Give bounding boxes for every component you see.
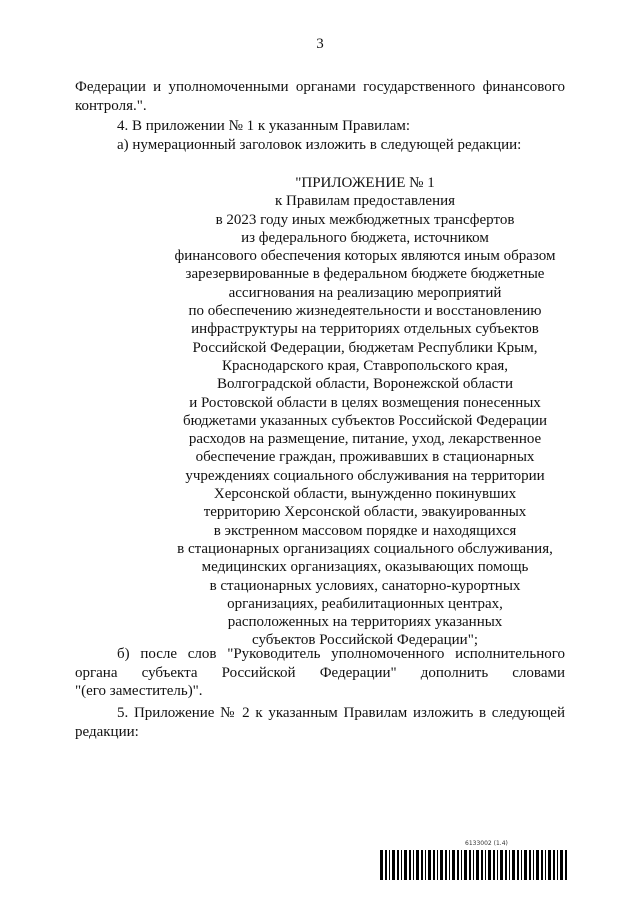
paragraph-line: б) после слов "Руководитель уполномоченного исполнительного [117,646,565,662]
document-barcode [380,840,568,880]
appendix-heading-line: в стационарных организациях социального обслуживания, [177,540,553,557]
appendix-heading-line: в стационарных условиях, санаторно-курортных [209,577,521,594]
page-number: 3 [316,36,324,52]
appendix-heading-line: субъектов Российской Федерации"; [251,632,479,649]
appendix-heading-line: и Ростовской области в целях возмещения понесенных [189,394,541,411]
appendix-heading-line: инфраструктуры на территориях отдельных субъектов [191,321,539,338]
appendix-heading-line: по обеспечению жизнедеятельности и восстановлению [188,303,542,320]
paragraph-line: 5. Приложение № 2 к указанным Правилам изложить в следующей [117,705,565,721]
paragraph-line: органа субъекта Российской Федерации" дополнить словами [75,664,565,681]
appendix-heading-line: Херсонской области, вынужденно покинувших [213,486,517,503]
appendix-heading-line: "ПРИЛОЖЕНИЕ № 1 [295,175,435,191]
appendix-heading-line: финансового обеспечения которых являются иным образом [174,248,556,265]
appendix-heading-line: Волгоградской области, Воронежской области [216,376,513,393]
item-4-paragraph: 4. В приложении № 1 к указанным Правилам: [117,118,411,134]
paragraph-continuation [75,78,565,115]
appendix-heading-line: Краснодарского края, Ставропольского края, [221,357,508,374]
appendix-heading-block [160,174,570,650]
appendix-heading-line: к Правилам предоставления [274,193,456,210]
appendix-heading-line: расположенных на территориях указанных [227,614,503,631]
appendix-heading-line: медицинских организациях, оказывающих помощь [201,559,529,576]
paragraph-line: "(его заместитель)". [75,683,203,700]
paragraph-line: контроля.". [75,97,147,114]
appendix-heading-line: бюджетами указанных субъектов Российской Федерации [182,412,548,429]
appendix-heading-line: из федерального бюджета, источником [241,229,489,246]
appendix-heading-line: расходов на размещение, питание, уход, лекарственное [188,431,542,448]
appendix-heading-line: учреждениях социального обслуживания на территории [185,467,545,484]
appendix-heading-line: ассигнования на реализацию мероприятий [228,284,502,301]
appendix-heading-line: в экстренном массовом порядке и находящихся [213,522,517,539]
item-5-paragraph [75,704,565,741]
paragraph-line: Федерации и уполномоченными органами государственного финансового [75,79,565,95]
barcode-icon [380,850,568,880]
appendix-heading-line: организациях, реабилитационных центрах, [227,595,503,612]
appendix-heading-line: зарезервированные в федеральном бюджете бюджетные [185,266,545,283]
item-b-paragraph [75,645,565,701]
appendix-heading-line: Российской Федерации, бюджетам Республики Крым, [192,339,538,356]
appendix-heading-line: в 2023 году иных межбюджетных трансфертов [215,211,515,228]
item-a-paragraph: а) нумерационный заголовок изложить в следующей редакции: [117,137,522,153]
appendix-heading-line: территорию Херсонской области, эвакуированных [203,504,527,521]
barcode-label: 6133002 (1.4) [465,840,508,847]
paragraph-line: редакции: [75,723,139,740]
appendix-heading-line: обеспечение граждан, проживавших в стационарных [195,449,535,466]
